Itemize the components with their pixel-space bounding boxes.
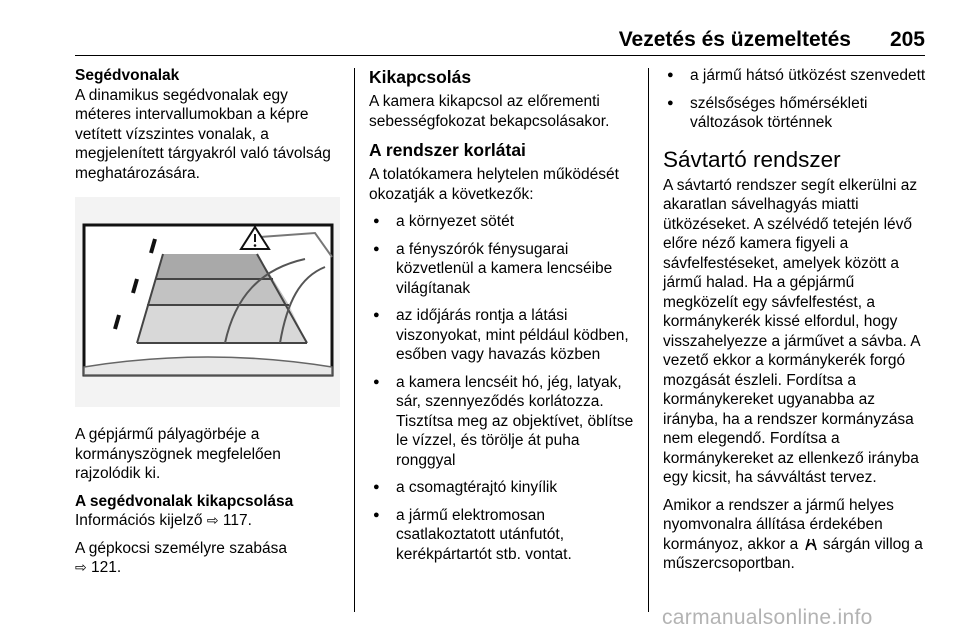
column-divider-1 — [354, 68, 355, 612]
system-limits-heading: A rendszer korlátai — [369, 140, 526, 160]
rear-camera-illustration — [75, 197, 340, 407]
watermark: carmanualsonline.info — [662, 606, 873, 629]
list-item: ● a jármű elektromosan csatlakoztatott utánfutót, kerékpártartót stb. vontat. — [369, 506, 637, 565]
list-item: ● szélsőséges hőmérsékleti változások történnek — [663, 94, 928, 133]
system-limits-list — [369, 212, 637, 564]
list-item: ● a fényszórók fénysugarai közvetlenül a kamera lencséibe világítanak — [369, 240, 637, 299]
system-limits-intro: A tolatókamera helytelen működését okozatják a következők: — [369, 166, 619, 203]
page-title: Vezetés és üzemeltetés — [618, 28, 851, 51]
page-header — [75, 28, 925, 52]
reference-arrow-icon: ⇨ — [206, 512, 219, 528]
reference-personalization: A gépkocsi személyre szabása ⇨ 121. — [75, 539, 287, 576]
figure-caption: A gépjármű pályagörbéje a kormányszögnek megfelelően rajzolódik ki. — [75, 426, 281, 482]
reference-arrow-icon: ⇨ — [75, 559, 87, 575]
header-rule — [75, 55, 925, 56]
list-item: ● a csomagtérajtó kinyílik — [369, 478, 637, 498]
page-number: 205 — [889, 28, 925, 51]
deactivation-heading: Kikapcsolás — [369, 67, 472, 87]
guidelines-off-heading: A segédvonalak kikapcsolása — [75, 492, 294, 510]
reference-info-display: Információs kijelző ⇨ 117. — [75, 512, 252, 529]
column-divider-2 — [648, 68, 649, 612]
lane-keep-heading: Sávtartó rendszer — [663, 146, 841, 172]
list-item: ● az időjárás rontja a látási viszonyokat, mint például ködben, esőben vagy havazás közben — [369, 306, 637, 365]
list-item: ● a környezet sötét — [369, 212, 637, 232]
guidelines-heading: Segédvonalak — [75, 67, 180, 84]
rear-camera-figure — [75, 197, 340, 407]
column-3 — [663, 66, 928, 582]
column-1 — [75, 66, 340, 586]
list-item: ● a kamera lencséit hó, jég, latyak, sár, szennyeződés korlátozza. Tisztítsa meg az objektívet, öblítse le vízzel, és törölje át puha ronggyal — [369, 373, 637, 471]
lane-keep-assist-icon — [803, 537, 819, 551]
guidelines-intro: A dinamikus segédvonalak egy méteres intervallumokban a képre vetített vízszintes vonalak, a megjelenített tárgyakról való távolság meghatározására. — [75, 86, 331, 182]
column-2 — [369, 66, 637, 572]
lane-keep-para-2: Amikor a rendszer a jármű helyes nyomvonalra állítása érdekében kormányoz, akkor a sárgán villog a műszercsoportban. — [663, 496, 923, 572]
lane-keep-para-1: A sávtartó rendszer segít elkerülni az akaratlan sávelhagyás miatti ütközéseket. A szélvédő tetején lévő előre néző kamera figyeli a sávfelfestéseket, amelyek között a jármű halad. Ha a gépjármű megközelít egy sávfelfestést, a kormánykerék kissé elfordul, hogy visszahelyezze a járművet a sávba. A vezető ekkor a kormánykerék forgó mozgását észleli. Fordítsa a kormánykereket ugyanabba az irányba, ha a rendszer kormányzása nem elegendő. Fordítsa a kormánykereket az ellenkező irányba egy kicsit, ha sávváltást tervez. — [663, 176, 920, 486]
list-item: ● a jármű hátsó ütközést szenvedett — [663, 66, 928, 86]
system-limits-list-continued — [663, 66, 928, 133]
deactivation-text: A kamera kikapcsol az előrementi sebességfokozat bekapcsolásakor. — [369, 93, 610, 130]
